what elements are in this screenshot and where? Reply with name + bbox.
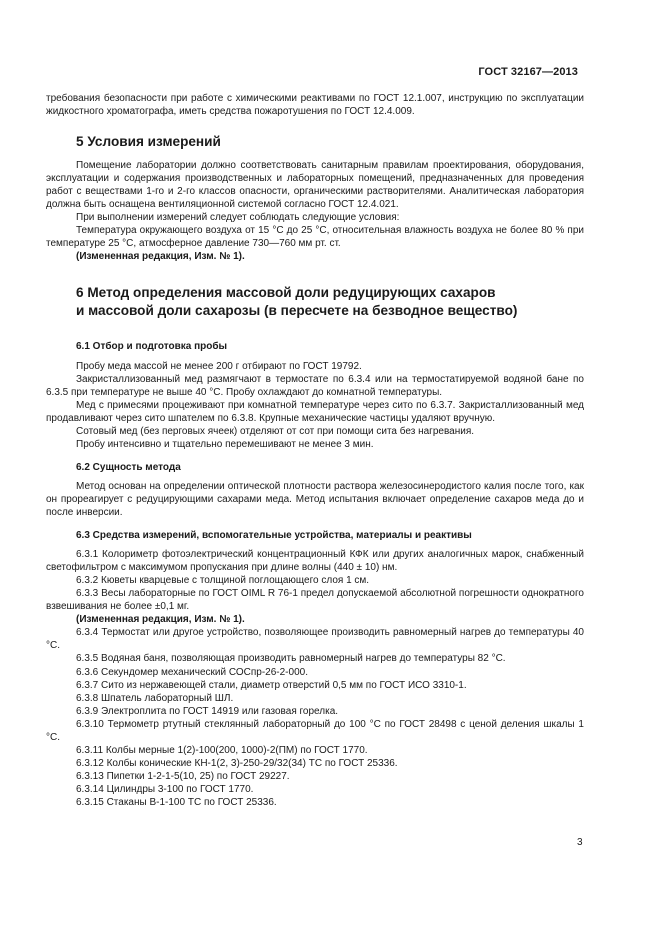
item-6-3-5: 6.3.5 Водяная баня, позволяющая производить равномерный нагрев до температуры 82 °С. [76, 653, 506, 665]
section-5-title: 5 Условия измерений [76, 134, 221, 150]
section-6-title [46, 284, 584, 320]
page-number: 3 [577, 837, 583, 848]
subsection-6-1-paragraph-4: Сотовый мед (без перговых ячеек) отделяют от сот при помощи сита без нагревания. [76, 425, 475, 437]
subsection-6-1-paragraph-2: Закристаллизованный мед размягчают в термостате по 6.3.4 или на термостатируемой водяной бане по 6.3.5 при температуре не выше 40 °С. Пробу охлаждают до комнатной температуры. [46, 373, 584, 398]
section-5-paragraph-3: Температура окружающего воздуха от 15 °С до 25 °С, относительная влажность воздуха не более 80 % при температуре 25 °С, атмосферное давление 730—760 мм рт. ст. [46, 225, 584, 250]
item-6-3-14: 6.3.14 Цилиндры 3-100 по ГОСТ 1770. [76, 783, 254, 795]
item-6-3-15: 6.3.15 Стаканы В-1-100 ТС по ГОСТ 25336. [76, 796, 277, 808]
item-6-3-2: 6.3.2 Кюветы кварцевые с толщиной поглощающего слоя 1 см. [76, 575, 370, 587]
page-content [46, 92, 584, 809]
item-6-3-4: 6.3.4 Термостат или другое устройство, позволяющее производить равномерный нагрев до температуры 40 °С. [46, 627, 584, 652]
section-6-title-line-2: и массовой доли сахарозы (в пересчете на безводное вещество) [76, 303, 518, 319]
subsection-6-2-paragraph-1: Метод основан на определении оптической плотности раствора железосинеродистого калия после того, как он прореагирует с редуцирующими сахарами меда. Метод испытания включает определение сахаров меда до и после инверсии. [46, 480, 584, 518]
item-6-3-12: 6.3.12 Колбы конические КН-1(2, 3)-250-29/32(34) ТС по ГОСТ 25336. [76, 757, 398, 769]
item-6-3-3-amendment-note: (Измененная редакция, Изм. № 1). [76, 614, 245, 626]
item-6-3-9: 6.3.9 Электроплита по ГОСТ 14919 или газовая горелка. [76, 705, 339, 717]
item-6-3-10: 6.3.10 Термометр ртутный стеклянный лабораторный до 100 °С по ГОСТ 28498 с ценой деления шкалы 1 °С. [46, 718, 584, 743]
subsection-6-1-paragraph-3: Мед с примесями процеживают при комнатной температуре через сито по 6.3.7. Закристаллизованный мед продавливают через сито шпателем по 6.3.8. Крупные механические частицы удаляют вручную. [46, 399, 584, 424]
item-6-3-3: 6.3.3 Весы лабораторные по ГОСТ OIML R 76-1 предел допускаемой абсолютной погрешности однократного взвешивания не более ±0,1 мг. [46, 588, 584, 613]
subsection-6-1-paragraph-1: Пробу меда массой не менее 200 г отбирают по ГОСТ 19792. [76, 360, 362, 372]
subsection-6-1-paragraph-5: Пробу интенсивно и тщательно перемешивают не менее 3 мин. [76, 438, 374, 450]
item-6-3-6: 6.3.6 Секундомер механический СОСпр-26-2-000. [76, 666, 308, 678]
section-5-amendment-note: (Измененная редакция, Изм. № 1). [76, 251, 245, 263]
section-5-paragraph-2: При выполнении измерений следует соблюдать следующие условия: [76, 212, 400, 224]
item-6-3-13: 6.3.13 Пипетки 1-2-1-5(10, 25) по ГОСТ 29227. [76, 770, 290, 782]
item-6-3-8: 6.3.8 Шпатель лабораторный ШЛ. [76, 692, 234, 704]
item-6-3-11: 6.3.11 Колбы мерные 1(2)-100(200, 1000)-2(ПМ) по ГОСТ 1770. [76, 744, 368, 756]
item-6-3-1: 6.3.1 Колориметр фотоэлектрический концентрационный КФК или других аналогичных марок, снабженный светофильтром с максимумом пропускания при длине волны (440 ± 10) нм. [46, 549, 584, 574]
section-5-paragraph-1: Помещение лаборатории должно соответствовать санитарным правилам проектирования, оборудования, эксплуатации и содержания производственных и лабораторных помещений, предназначенных для проведения работ с веществами 1-го и 2-го классов опасности, органическими растворителями. Аналитическая лаборатория должна быть оснащена вентиляционной системой согласно ГОСТ 12.4.021. [46, 160, 584, 211]
intro-paragraph: требования безопасности при работе с химическими реактивами по ГОСТ 12.1.007, инструкцию по эксплуатации жидкостного хроматографа, иметь средства пожаротушения по ГОСТ 12.4.009. [46, 93, 584, 118]
item-6-3-7: 6.3.7 Сито из нержавеющей стали, диаметр отверстий 0,5 мм по ГОСТ ИСО 3310-1. [76, 679, 467, 691]
subsection-6-1-title: 6.1 Отбор и подготовка пробы [76, 341, 228, 353]
subsection-6-2-title: 6.2 Сущность метода [76, 461, 181, 473]
section-6-title-line-1: 6 Метод определения массовой доли редуцирующих сахаров [76, 285, 496, 301]
subsection-6-3-title: 6.3 Средства измерений, вспомогательные устройства, материалы и реактивы [76, 530, 472, 542]
document-header: ГОСТ 32167—2013 [478, 66, 578, 78]
